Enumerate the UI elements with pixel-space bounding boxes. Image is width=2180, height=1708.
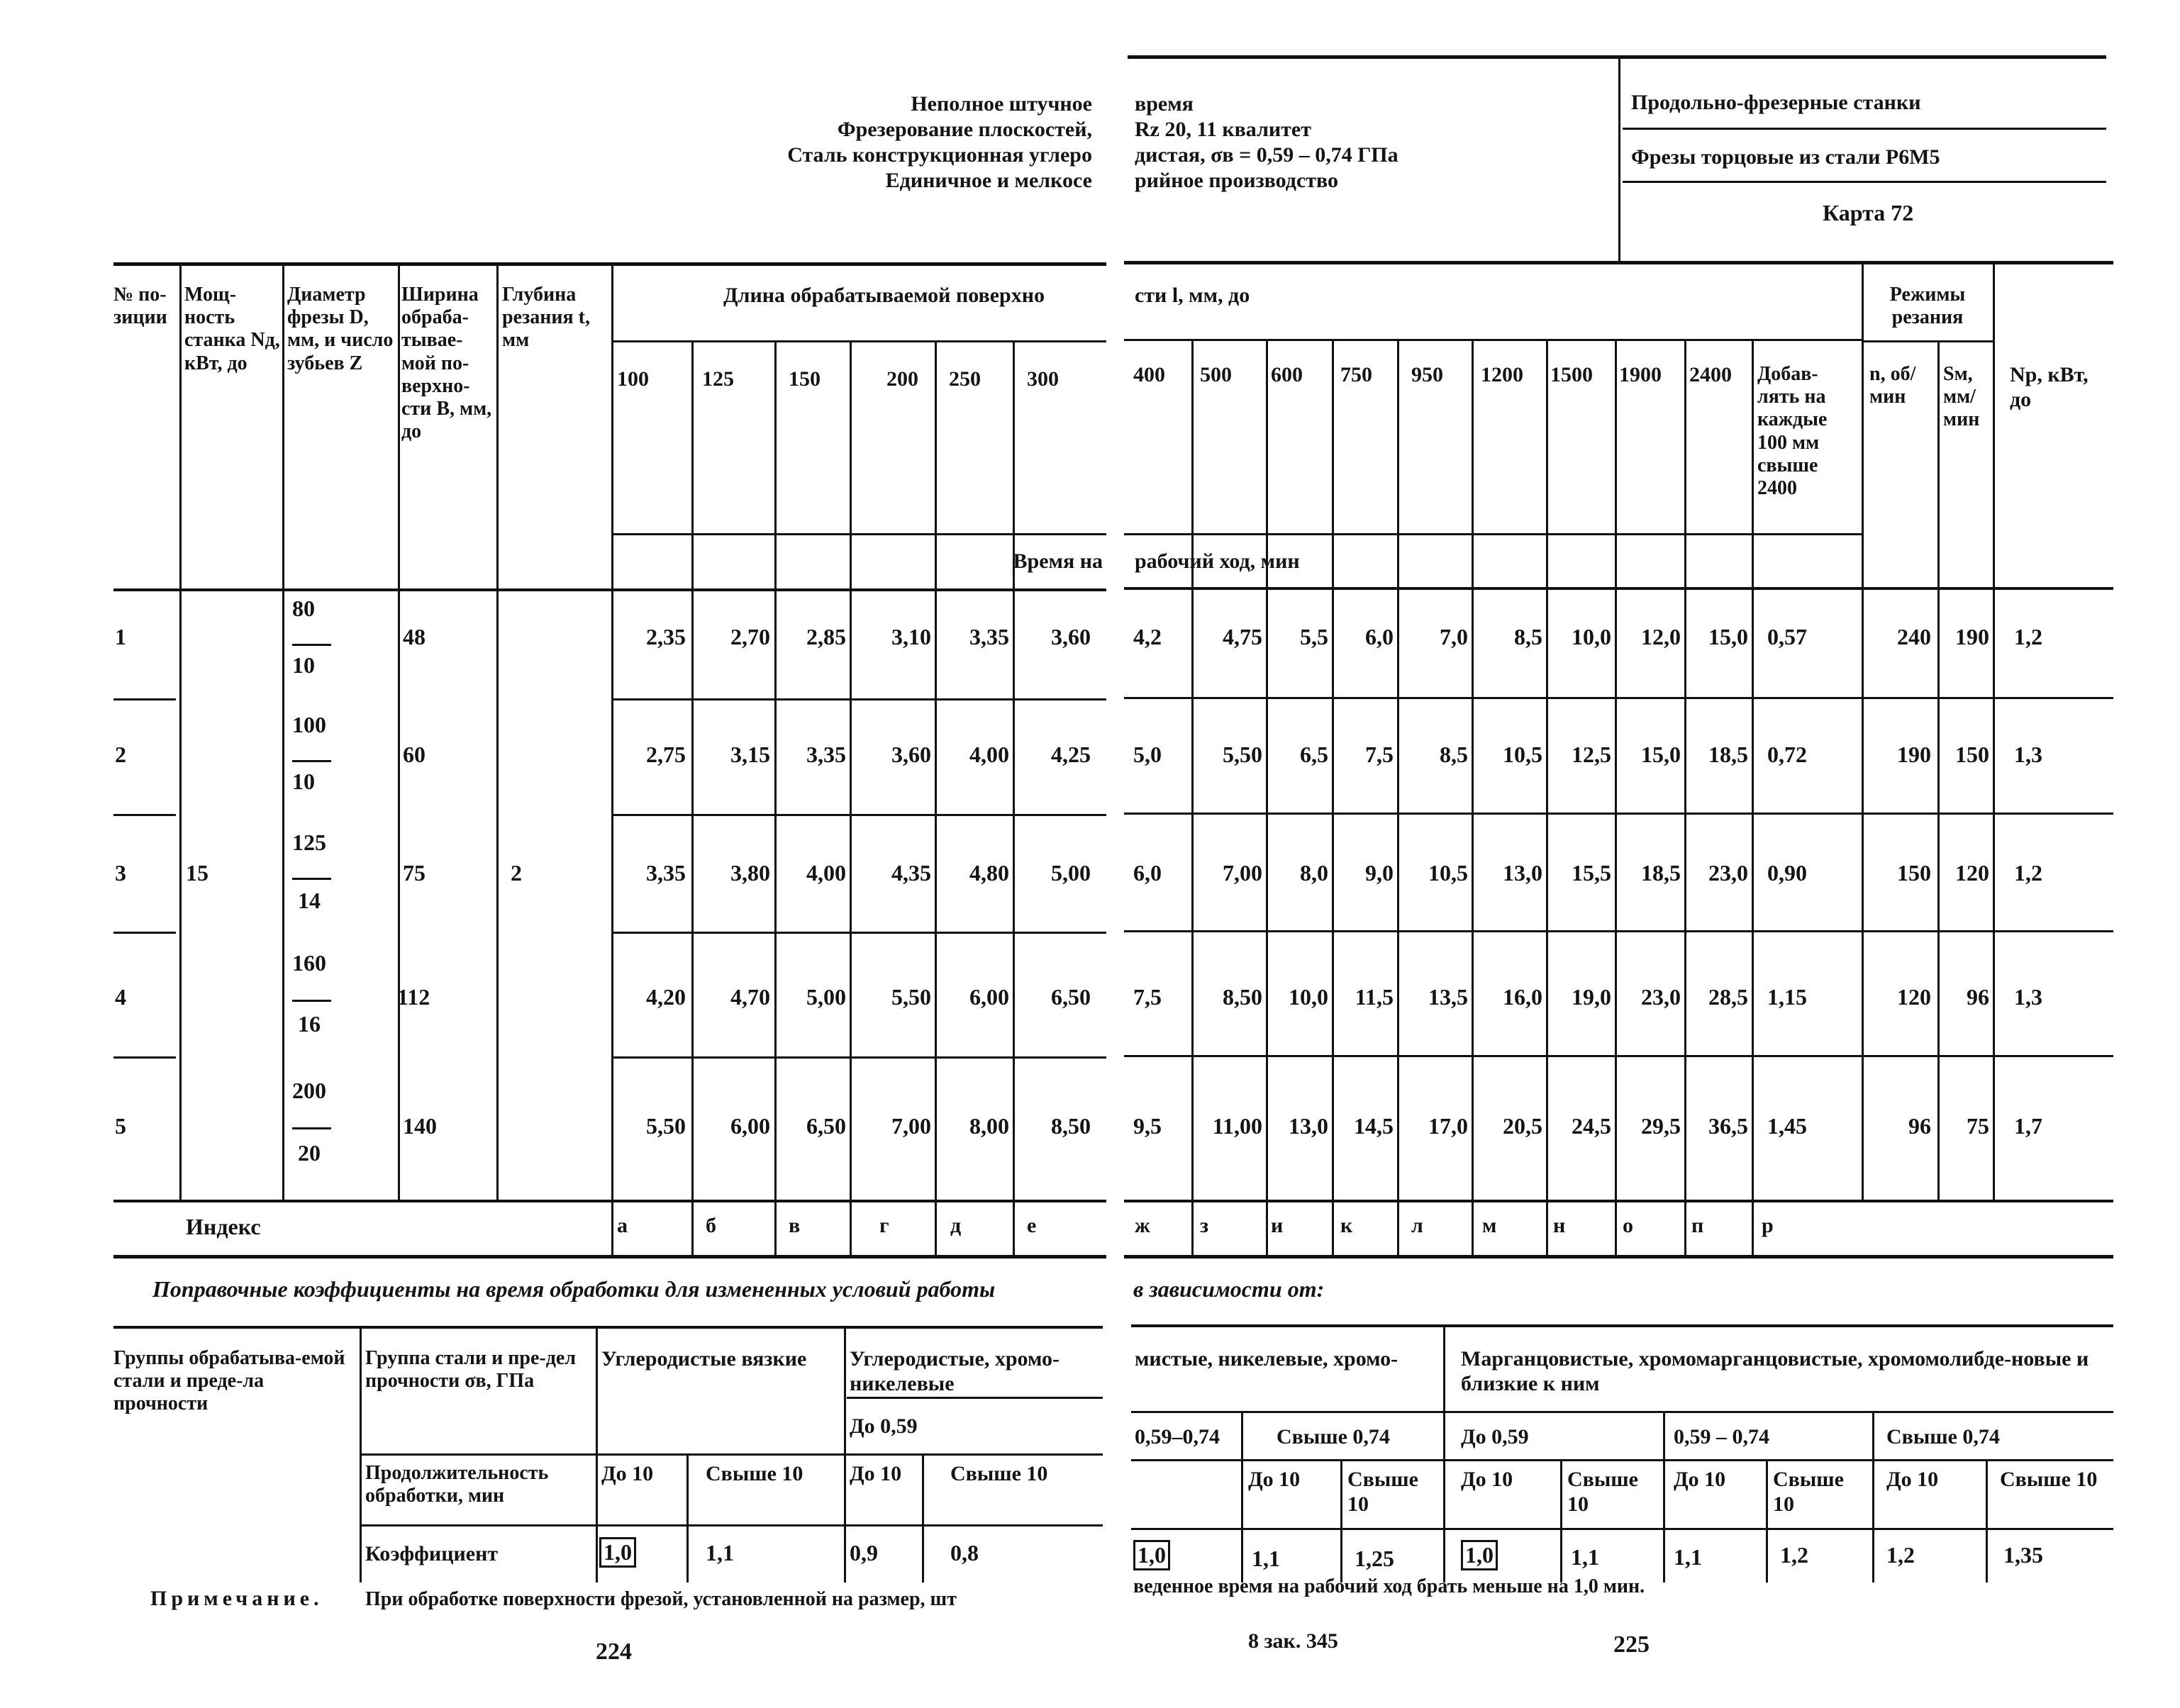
note-text-right: веденное время на рабочий ход брать меньше на 1,0 мин. — [1133, 1575, 1645, 1597]
index-d: д — [950, 1214, 962, 1237]
length-150: 150 — [789, 367, 821, 391]
row-time-1900: 12,0 — [1641, 624, 1681, 649]
length-300: 300 — [1027, 367, 1059, 391]
row-time-600: 8,0 — [1300, 860, 1328, 886]
row-time-125: 6,00 — [730, 1113, 770, 1139]
row-s: 190 — [1955, 624, 1989, 649]
row-time-2400: 18,5 — [1708, 742, 1748, 767]
index-z: з — [1200, 1214, 1209, 1237]
duration-upto-10-e: До 10 — [1674, 1468, 1726, 1491]
row-time-400: 6,0 — [1133, 860, 1162, 886]
row-n: 96 — [1908, 1113, 1931, 1139]
duration-upto-10-b: До 10 — [850, 1462, 902, 1485]
header-card-number: Карта 72 — [1823, 200, 1914, 225]
row-time-250: 8,00 — [969, 1113, 1009, 1139]
row-time-150: 3,35 — [806, 742, 846, 767]
row-time-400: 4,2 — [1133, 624, 1162, 649]
header-mid-line-4: рийное производство — [1135, 169, 1339, 192]
row-time-1200: 8,5 — [1514, 624, 1542, 649]
header-machine: Продольно-фрезерные станки — [1631, 91, 1921, 114]
row-np: 1,3 — [2014, 742, 2042, 767]
row-position: 2 — [115, 742, 126, 767]
row-time-1500: 12,5 — [1572, 742, 1611, 767]
duration-above-10-d: Свыше 10 — [1567, 1468, 1638, 1516]
row-time-600: 6,5 — [1300, 742, 1328, 767]
header-left-line-3: Сталь конструкционная углеро — [787, 143, 1092, 167]
col-header-depth: Глубина резания t, мм — [502, 284, 590, 352]
length-200: 200 — [886, 367, 918, 391]
row-diameter: 200 — [292, 1078, 326, 1103]
coef-value-8: 1,0 — [1461, 1540, 1498, 1570]
row-n: 240 — [1897, 624, 1931, 649]
row-time-1500: 15,5 — [1572, 860, 1611, 886]
row-time-600: 13,0 — [1289, 1113, 1328, 1139]
row-time-950: 17,0 — [1428, 1113, 1468, 1139]
carbon-chrome-header-right: мистые, никелевые, хромо- — [1135, 1347, 1398, 1371]
row-time-150: 6,50 — [806, 1113, 846, 1139]
row-time-750: 7,5 — [1365, 742, 1394, 767]
row-time-500: 8,50 — [1223, 984, 1262, 1010]
note-label: Примечание. — [150, 1587, 323, 1610]
row-time-750: 11,5 — [1355, 984, 1394, 1010]
row-time-250: 3,35 — [969, 624, 1009, 649]
row-s: 120 — [1955, 860, 1989, 886]
row-position: 3 — [115, 860, 126, 886]
coef-value-1: 1,0 — [599, 1537, 636, 1568]
row-time-2400: 36,5 — [1708, 1113, 1748, 1139]
index-p: п — [1691, 1214, 1704, 1237]
row-time-1900: 23,0 — [1641, 984, 1681, 1010]
row-time-2400: 23,0 — [1708, 860, 1748, 886]
index-g: г — [879, 1214, 889, 1237]
col-header-add: Добав-лять на каждые 100 мм свыше 2400 — [1757, 363, 1828, 499]
row-time-200: 4,35 — [891, 860, 931, 886]
row-time-1900: 15,0 — [1641, 742, 1681, 767]
row-time-2400: 28,5 — [1708, 984, 1748, 1010]
row-add: 0,57 — [1767, 624, 1807, 649]
row-time-750: 6,0 — [1365, 624, 1394, 649]
power-value: 15 — [186, 860, 208, 886]
index-m: м — [1482, 1214, 1497, 1237]
index-v: в — [789, 1214, 801, 1237]
duration-upto-10-d: До 10 — [1461, 1468, 1513, 1491]
row-time-200: 3,60 — [891, 742, 931, 767]
index-zh: ж — [1135, 1214, 1150, 1237]
row-time-500: 7,00 — [1223, 860, 1262, 886]
page-number-left: 224 — [596, 1639, 632, 1665]
length-125: 125 — [702, 367, 734, 391]
row-time-300: 6,50 — [1051, 984, 1091, 1010]
coef-value-5: 1,0 — [1133, 1540, 1170, 1570]
strength-upto-059-right: До 0,59 — [1461, 1425, 1529, 1449]
index-label: Индекс — [186, 1214, 261, 1239]
coef-value-3: 0,9 — [850, 1540, 878, 1565]
length-2400: 2400 — [1689, 363, 1732, 386]
length-1200: 1200 — [1481, 363, 1523, 386]
row-time-1200: 16,0 — [1503, 984, 1542, 1010]
carbon-chrome-header-left: Углеродистые, хромо-никелевые — [850, 1347, 1060, 1395]
row-time-600: 5,5 — [1300, 624, 1328, 649]
duration-label: Продолжительность обработки, мин — [365, 1462, 549, 1507]
header-left-line-2: Фрезерование плоскостей, — [837, 118, 1092, 141]
duration-above-10-c: Свыше 10 — [1347, 1468, 1418, 1516]
strength-above-074-mid: Свыше 0,74 — [1277, 1425, 1390, 1449]
row-width: 140 — [403, 1113, 437, 1139]
carbon-viscous-header: Углеродистые вязкие — [601, 1347, 807, 1371]
steel-group-header: Группа стали и пре-дел прочности σв, ГПа — [365, 1347, 577, 1392]
length-250: 250 — [949, 367, 981, 391]
index-a: а — [617, 1214, 628, 1237]
index-r: р — [1762, 1214, 1774, 1237]
header-mid-line-3: дистая, σв = 0,59 – 0,74 ГПа — [1135, 143, 1398, 167]
col-header-np: Nр, кВт, до — [2010, 363, 2089, 411]
index-k: к — [1340, 1214, 1353, 1237]
coef-value-7: 1,25 — [1355, 1546, 1394, 1571]
index-o: о — [1623, 1214, 1633, 1237]
row-time-500: 5,50 — [1223, 742, 1262, 767]
duration-above-10-a: Свыше 10 — [706, 1462, 803, 1485]
col-header-n: n, об/мин — [1869, 363, 1916, 408]
time-header-left: Время на — [1013, 549, 1103, 573]
header-mid-line-1: время — [1135, 92, 1194, 116]
header-mid-line-2: Rz 20, 11 квалитет — [1135, 118, 1311, 141]
length-1900: 1900 — [1619, 363, 1662, 386]
row-s: 75 — [1967, 1113, 1989, 1139]
row-time-1200: 10,5 — [1503, 742, 1542, 767]
col-header-position: № по-зиции — [113, 284, 167, 329]
row-time-1500: 10,0 — [1572, 624, 1611, 649]
length-500: 500 — [1200, 363, 1232, 386]
row-time-950: 7,0 — [1440, 624, 1468, 649]
row-time-100: 4,20 — [646, 984, 686, 1010]
row-add: 1,15 — [1767, 984, 1807, 1010]
row-time-100: 3,35 — [646, 860, 686, 886]
row-teeth: 10 — [292, 769, 315, 794]
row-time-250: 6,00 — [969, 984, 1009, 1010]
coef-value-4: 0,8 — [950, 1540, 979, 1565]
coef-value-12: 1,2 — [1886, 1542, 1915, 1568]
row-time-1900: 18,5 — [1641, 860, 1681, 886]
col-header-diameter: Диаметр фрезы D, мм, и число зубьев Z — [287, 284, 394, 374]
duration-above-10-e: Свыше 10 — [1773, 1468, 1844, 1516]
col-header-power: Мощ-ность станка Nд, кВт, до — [184, 284, 280, 374]
duration-upto-10-a: До 10 — [601, 1462, 654, 1485]
manganese-header: Марганцовистые, хромомарганцовистые, хромомолибде-новые и близкие к ним — [1461, 1347, 2089, 1395]
length-600: 600 — [1271, 363, 1303, 386]
strength-above-074-right: Свыше 0,74 — [1886, 1425, 2000, 1449]
row-time-1200: 20,5 — [1503, 1113, 1542, 1139]
row-time-200: 5,50 — [891, 984, 931, 1010]
coef-value-2: 1,1 — [706, 1540, 734, 1565]
row-width: 112 — [397, 984, 430, 1010]
row-diameter: 160 — [292, 950, 326, 976]
row-width: 75 — [403, 860, 426, 886]
corrections-title-right: в зависимости от: — [1133, 1276, 1325, 1302]
coef-value-11: 1,2 — [1780, 1542, 1808, 1568]
row-time-250: 4,00 — [969, 742, 1009, 767]
row-time-600: 10,0 — [1289, 984, 1328, 1010]
row-n: 150 — [1897, 860, 1931, 886]
length-header-left: Длина обрабатываемой поверхно — [723, 284, 1045, 307]
row-time-200: 3,10 — [891, 624, 931, 649]
row-s: 150 — [1955, 742, 1989, 767]
print-order: 8 зак. 345 — [1248, 1629, 1338, 1653]
duration-upto-10-f: До 10 — [1886, 1468, 1939, 1491]
corrections-title-left: Поправочные коэффициенты на время обработки для измененных условий работы — [152, 1276, 996, 1302]
row-time-125: 2,70 — [730, 624, 770, 649]
index-i: и — [1271, 1214, 1284, 1237]
row-time-300: 5,00 — [1051, 860, 1091, 886]
row-width: 60 — [403, 742, 426, 767]
row-diameter: 80 — [292, 596, 315, 621]
duration-above-10-b: Свыше 10 — [950, 1462, 1048, 1485]
row-teeth: 14 — [298, 888, 321, 913]
col-header-s: Sм, мм/мин — [1943, 363, 1980, 431]
row-position: 1 — [115, 624, 126, 649]
row-time-150: 5,00 — [806, 984, 846, 1010]
strength-range-mid: 0,59–0,74 — [1135, 1425, 1220, 1449]
steel-group-label: Группы обрабатыва-емой стали и преде-ла прочности — [113, 1347, 345, 1415]
duration-above-10-f: Свыше 10 — [2000, 1468, 2098, 1491]
row-teeth: 20 — [298, 1140, 321, 1166]
col-header-width: Ширина обраба-тывае-мой по-верхно-сти В, мм, до — [401, 284, 492, 443]
coefficient-label: Коэффициент — [365, 1542, 499, 1565]
header-left-line-1: Неполное штучное — [911, 92, 1092, 116]
modes-header: Режимы резания — [1889, 284, 1966, 329]
row-time-300: 4,25 — [1051, 742, 1091, 767]
row-time-500: 11,00 — [1212, 1113, 1262, 1139]
row-np: 1,3 — [2014, 984, 2042, 1010]
row-time-250: 4,80 — [969, 860, 1009, 886]
row-diameter: 100 — [292, 712, 326, 737]
row-time-750: 9,0 — [1365, 860, 1394, 886]
length-header-right: сти l, мм, до — [1135, 284, 1250, 307]
row-time-400: 9,5 — [1133, 1113, 1162, 1139]
row-time-125: 4,70 — [730, 984, 770, 1010]
row-teeth: 10 — [292, 652, 315, 678]
row-time-950: 10,5 — [1428, 860, 1468, 886]
note-text-left: При обработке поверхности фрезой, установленной на размер, шт — [365, 1588, 957, 1610]
row-time-1500: 19,0 — [1572, 984, 1611, 1010]
row-add: 1,45 — [1767, 1113, 1807, 1139]
row-time-2400: 15,0 — [1708, 624, 1748, 649]
length-1500: 1500 — [1550, 363, 1593, 386]
row-np: 1,2 — [2014, 624, 2042, 649]
row-time-950: 8,5 — [1440, 742, 1468, 767]
strength-range-right: 0,59 – 0,74 — [1674, 1425, 1769, 1449]
length-750: 750 — [1340, 363, 1372, 386]
row-time-150: 2,85 — [806, 624, 846, 649]
length-950: 950 — [1411, 363, 1443, 386]
row-n: 120 — [1897, 984, 1931, 1010]
row-time-300: 3,60 — [1051, 624, 1091, 649]
row-np: 1,2 — [2014, 860, 2042, 886]
row-time-125: 3,15 — [730, 742, 770, 767]
row-time-1200: 13,0 — [1503, 860, 1542, 886]
row-time-100: 5,50 — [646, 1113, 686, 1139]
row-add: 0,90 — [1767, 860, 1807, 886]
index-l: л — [1411, 1214, 1423, 1237]
row-time-100: 2,75 — [646, 742, 686, 767]
coef-value-13: 1,35 — [2003, 1542, 2043, 1568]
row-position: 4 — [115, 984, 126, 1010]
row-time-100: 2,35 — [646, 624, 686, 649]
row-time-950: 13,5 — [1428, 984, 1468, 1010]
row-time-400: 7,5 — [1133, 984, 1162, 1010]
row-position: 5 — [115, 1113, 126, 1139]
coef-value-10: 1,1 — [1674, 1544, 1702, 1570]
row-s: 96 — [1967, 984, 1989, 1010]
length-100: 100 — [617, 367, 649, 391]
header-left-line-4: Единичное и мелкосе — [885, 169, 1092, 192]
row-diameter: 125 — [292, 830, 326, 855]
index-b: б — [706, 1214, 716, 1237]
index-n: н — [1553, 1214, 1566, 1237]
row-time-300: 8,50 — [1051, 1113, 1091, 1139]
row-time-1500: 24,5 — [1572, 1113, 1611, 1139]
strength-upto-059-left: До 0,59 — [850, 1414, 918, 1438]
length-400: 400 — [1133, 363, 1165, 386]
row-time-200: 7,00 — [891, 1113, 931, 1139]
index-e: е — [1027, 1214, 1037, 1237]
depth-value: 2 — [511, 860, 522, 886]
row-time-400: 5,0 — [1133, 742, 1162, 767]
header-cutter: Фрезы торцовые из стали Р6М5 — [1631, 145, 1940, 169]
coef-value-6: 1,1 — [1252, 1546, 1280, 1571]
row-time-500: 4,75 — [1223, 624, 1262, 649]
row-width: 48 — [403, 624, 426, 649]
row-time-1900: 29,5 — [1641, 1113, 1681, 1139]
row-teeth: 16 — [298, 1011, 321, 1037]
time-header-right: рабочий ход, мин — [1135, 549, 1300, 573]
row-n: 190 — [1897, 742, 1931, 767]
page-number-right: 225 — [1613, 1631, 1650, 1658]
row-np: 1,7 — [2014, 1113, 2042, 1139]
duration-upto-10-c: До 10 — [1248, 1468, 1301, 1491]
row-time-125: 3,80 — [730, 860, 770, 886]
coef-value-9: 1,1 — [1571, 1544, 1599, 1570]
row-time-750: 14,5 — [1354, 1113, 1394, 1139]
row-add: 0,72 — [1767, 742, 1807, 767]
row-time-150: 4,00 — [806, 860, 846, 886]
